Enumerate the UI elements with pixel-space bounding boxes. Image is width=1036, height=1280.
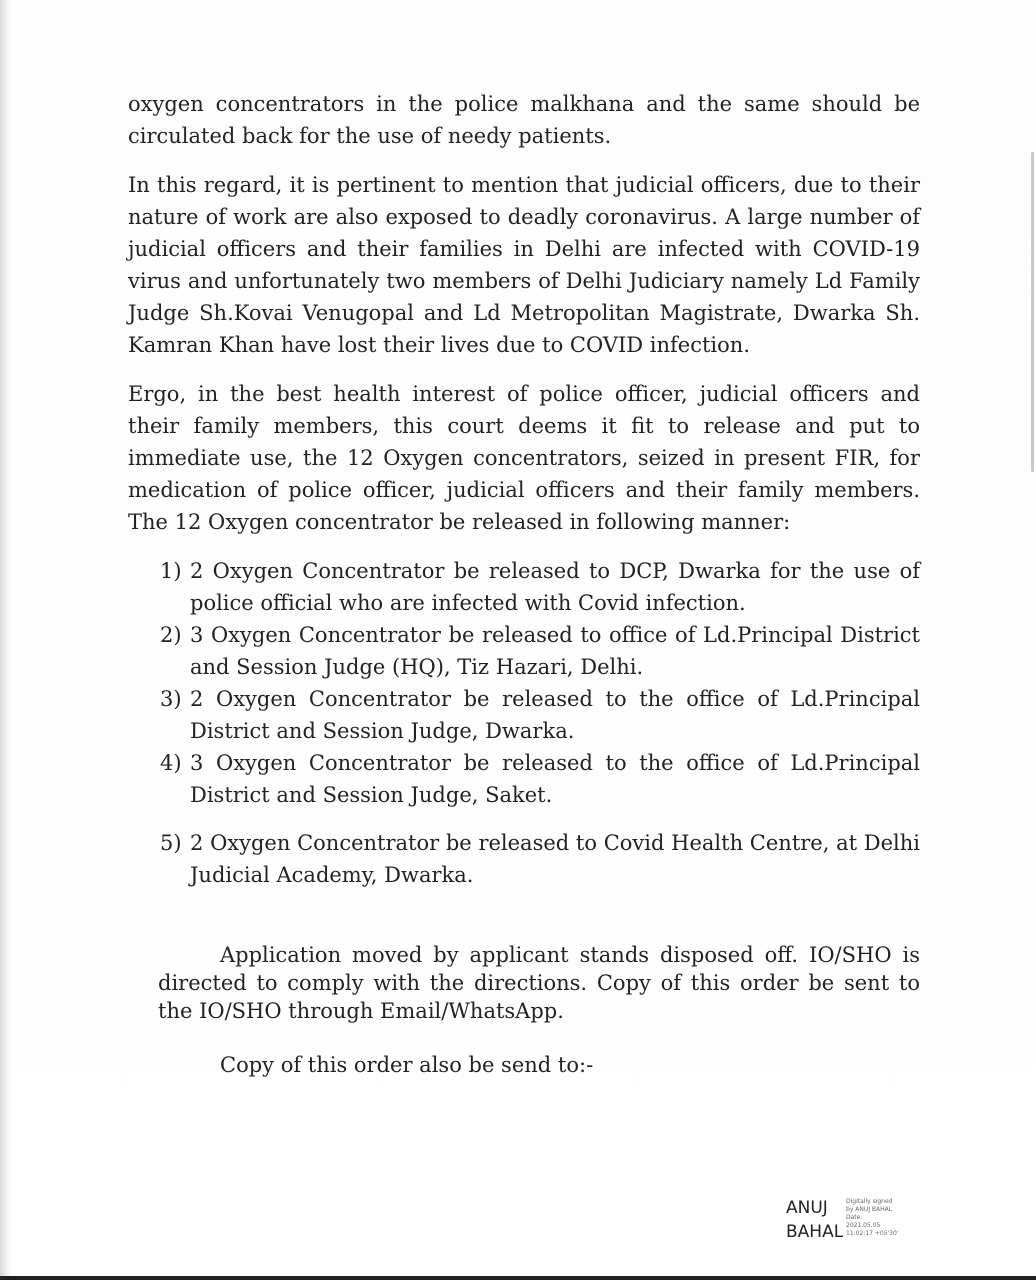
list-item-number: 2) — [160, 623, 182, 647]
list-item — [160, 827, 920, 891]
list-item-text: 2 Oxygen Concentrator be released to Covid Health Centre, at Delhi Judicial Academy, Dwarka. — [190, 831, 920, 887]
list-item-number: 4) — [160, 751, 182, 775]
page-left-edge-shadow — [0, 0, 12, 1280]
list-item — [160, 683, 920, 747]
list-item-number: 3) — [160, 687, 182, 711]
stamp-line: 11:02:17 +05'30' — [846, 1230, 899, 1237]
list-item-text: 3 Oxygen Concentrator be released to the office of Ld.Principal District and Session Judge, Saket. — [190, 751, 920, 807]
stamp-line: by ANUJ BAHAL — [846, 1206, 893, 1213]
document-body — [128, 88, 920, 1081]
list-item-text: 2 Oxygen Concentrator be released to the office of Ld.Principal District and Session Judge, Dwarka. — [190, 687, 920, 743]
signature-last-name: BAHAL — [786, 1222, 844, 1242]
copy-line: Copy of this order also be send to:- — [220, 1053, 594, 1077]
closing-paragraph: Application moved by applicant stands disposed off. IO/SHO is directed to comply with the directions. Copy of this order be sent to the IO/SHO through Email/WhatsApp. — [158, 943, 920, 1023]
stamp-line: 2021.05.05 — [846, 1222, 881, 1229]
signature-first-name: ANUJ — [786, 1198, 828, 1218]
release-list — [128, 555, 920, 891]
digital-signature — [786, 1196, 926, 1252]
list-item — [160, 555, 920, 619]
paragraph-1: oxygen concentrators in the police malkhana and the same should be circulated back for the use of needy patients. — [128, 92, 920, 148]
list-item — [160, 747, 920, 811]
list-item-number: 1) — [160, 559, 182, 583]
stamp-line: Digitally signed — [846, 1198, 893, 1205]
scrollbar[interactable] — [1031, 152, 1034, 472]
bottom-border — [0, 1276, 1036, 1280]
signature-stamp — [846, 1198, 924, 1238]
stamp-line: Date: — [846, 1214, 863, 1221]
list-item-text: 3 Oxygen Concentrator be released to office of Ld.Principal District and Session Judge (HQ), Tiz Hazari, Delhi. — [190, 623, 920, 679]
list-item-text: 2 Oxygen Concentrator be released to DCP, Dwarka for the use of police official who are infected with Covid infection. — [190, 559, 920, 615]
list-item-number: 5) — [160, 831, 182, 855]
list-item — [160, 619, 920, 683]
paragraph-3: Ergo, in the best health interest of police officer, judicial officers and their family members, this court deems it fit to release and put to immediate use, the 12 Oxygen concentrators, seized in present FIR, for medication of police officer, judicial officers and their family members. The 12 Oxygen concentrator be released in following manner: — [128, 382, 920, 534]
paragraph-2: In this regard, it is pertinent to mention that judicial officers, due to their nature of work are also exposed to deadly coronavirus. A large number of judicial officers and their families in Delhi are infected with COVID-19 virus and unfortunately two members of Delhi Judiciary namely Ld Family Judge Sh.Kovai Venugopal and Ld Metropolitan Magistrate, Dwarka Sh. Kamran Khan have lost their lives due to COVID infection. — [128, 173, 920, 357]
